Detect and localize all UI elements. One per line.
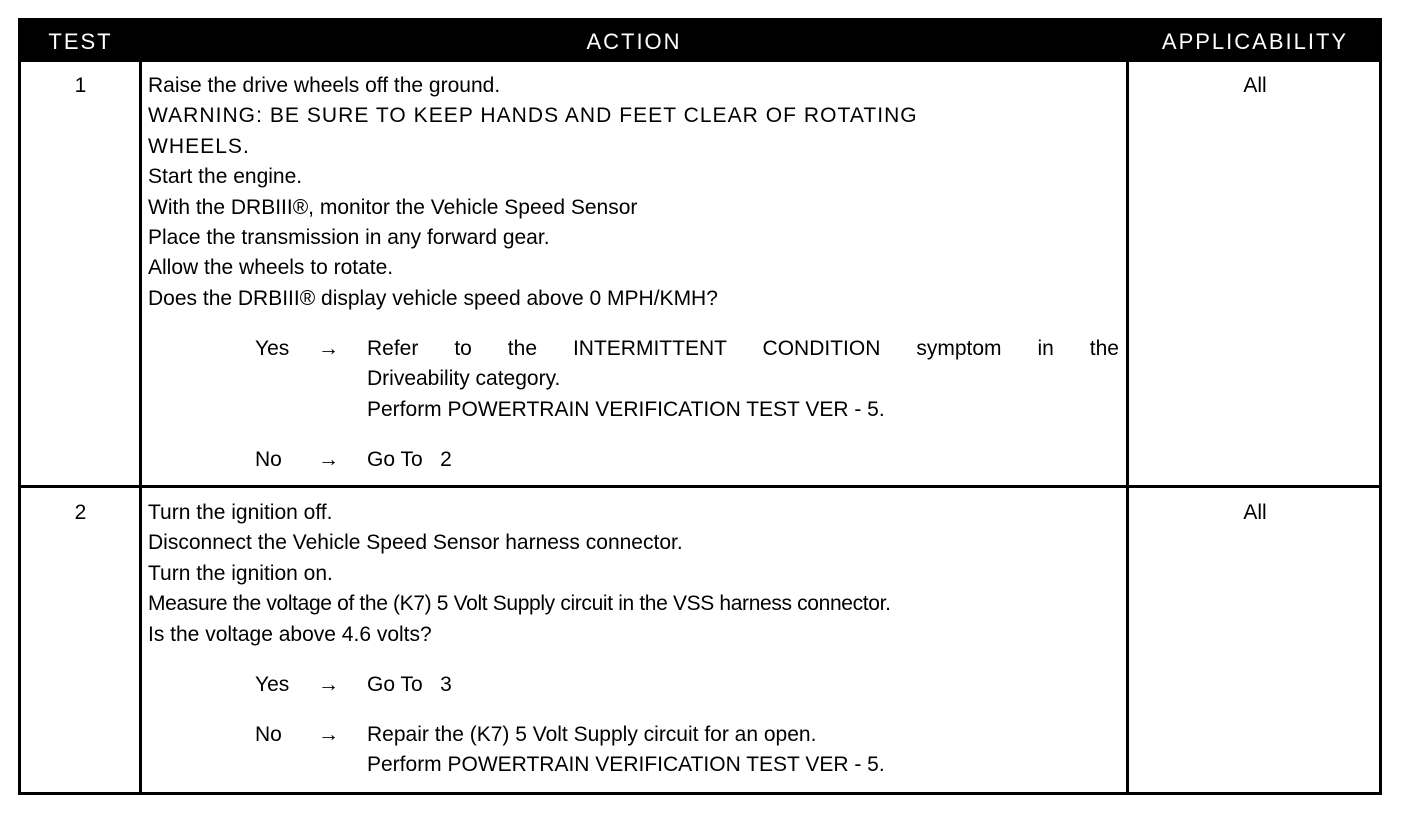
- header-action: ACTION: [586, 29, 682, 54]
- action-step: Raise the drive wheels off the ground.: [148, 74, 501, 97]
- no-label: No: [255, 448, 282, 471]
- result-line: Go To 3: [367, 673, 452, 696]
- no-result: [367, 720, 1119, 781]
- column-divider: [1126, 62, 1129, 795]
- action-step: Start the engine.: [148, 165, 303, 189]
- result-line: Driveability category.: [367, 367, 561, 391]
- result-line: Go To 2: [367, 448, 452, 471]
- action-step: Turn the ignition off.: [148, 501, 333, 524]
- applicability-value: All: [1243, 74, 1267, 97]
- yes-result: [367, 334, 1119, 425]
- yes-result: [367, 670, 1119, 700]
- yes-label: Yes: [255, 673, 290, 696]
- action-step: Turn the ignition on.: [148, 561, 333, 585]
- action-steps: [148, 498, 891, 650]
- arrow-icon: →: [318, 337, 339, 360]
- arrow-icon: →: [318, 723, 339, 746]
- result-line: Refer to the INTERMITTENT CONDITION symptom in the: [367, 337, 1119, 360]
- action-step: Measure the voltage of the (K7) 5 Volt Supply circuit in the VSS harness connector.: [148, 592, 891, 616]
- test-number: 1: [74, 74, 87, 97]
- diagnostic-table: [18, 18, 1382, 795]
- table-header: [21, 21, 1379, 62]
- no-label: No: [255, 723, 282, 746]
- warning-text: WHEELS.: [148, 134, 250, 158]
- yes-branch: [255, 670, 1125, 701]
- header-test: TEST: [48, 29, 113, 54]
- yes-branch: [255, 334, 1125, 426]
- action-step: Place the transmission in any forward gear.: [148, 225, 550, 249]
- applicability-value: All: [1243, 501, 1267, 524]
- action-step: With the DRBIII®, monitor the Vehicle Speed Sensor: [148, 195, 638, 219]
- arrow-icon: →: [318, 448, 339, 471]
- result-line: Perform POWERTRAIN VERIFICATION TEST VER - 5.: [367, 397, 885, 421]
- result-line: Perform POWERTRAIN VERIFICATION TEST VER - 5.: [367, 753, 885, 777]
- action-step: Does the DRBIII® display vehicle speed above 0 MPH/KMH?: [148, 286, 718, 310]
- arrow-icon: →: [318, 673, 339, 696]
- yes-label: Yes: [255, 337, 290, 360]
- action-step: Allow the wheels to rotate.: [148, 256, 394, 280]
- action-step: Disconnect the Vehicle Speed Sensor harness connector.: [148, 531, 683, 555]
- header-applicability: APPLICABILITY: [1161, 29, 1349, 54]
- warning-text: WARNING: BE SURE TO KEEP HANDS AND FEET CLEAR OF ROTATING: [148, 104, 918, 128]
- action-steps: [148, 71, 918, 314]
- column-divider: [139, 62, 142, 795]
- test-number: 2: [74, 501, 87, 524]
- no-branch: [255, 445, 1125, 476]
- no-result: [367, 445, 1119, 475]
- action-step: Is the voltage above 4.6 volts?: [148, 622, 432, 646]
- no-branch: [255, 720, 1125, 782]
- row-divider: [21, 485, 1379, 488]
- result-line: Repair the (K7) 5 Volt Supply circuit for an open.: [367, 723, 817, 746]
